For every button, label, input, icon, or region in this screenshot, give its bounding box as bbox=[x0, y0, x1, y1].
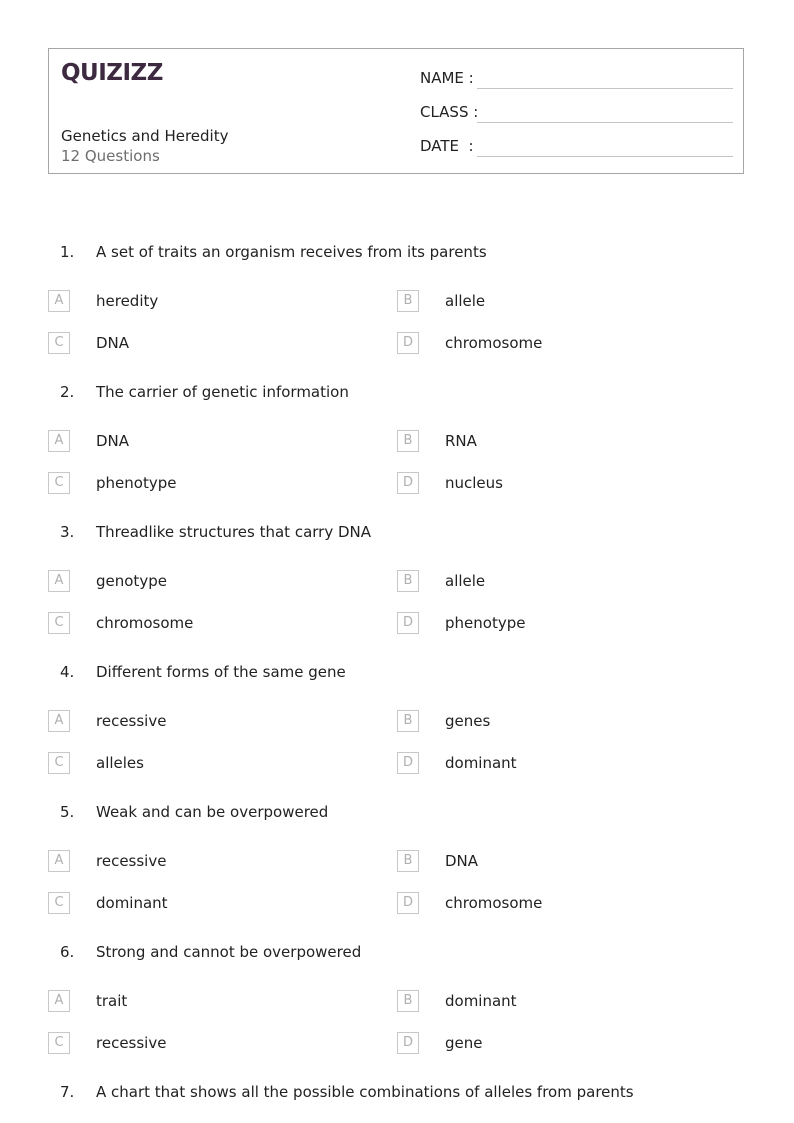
option-letter-box[interactable]: A bbox=[48, 430, 70, 452]
worksheet-header bbox=[48, 48, 744, 174]
option-letter-box[interactable]: D bbox=[397, 612, 419, 634]
class-line[interactable] bbox=[477, 122, 733, 123]
option-letter-box[interactable]: C bbox=[48, 752, 70, 774]
option-letter-box[interactable]: B bbox=[397, 990, 419, 1012]
name-field bbox=[420, 68, 733, 88]
answer-option[interactable] bbox=[48, 290, 378, 314]
option-text: nucleus bbox=[445, 474, 503, 492]
question-number: 2. bbox=[60, 383, 75, 401]
option-letter-box[interactable]: C bbox=[48, 332, 70, 354]
question-text: Threadlike structures that carry DNA bbox=[96, 523, 372, 541]
answer-option[interactable] bbox=[48, 752, 378, 776]
option-text: chromosome bbox=[96, 614, 194, 632]
answer-option[interactable] bbox=[397, 612, 727, 636]
option-text: genotype bbox=[96, 572, 167, 590]
answer-option[interactable] bbox=[397, 570, 727, 594]
option-letter-box[interactable]: A bbox=[48, 850, 70, 872]
option-letter-box[interactable]: A bbox=[48, 990, 70, 1012]
answer-option[interactable] bbox=[48, 850, 378, 874]
answer-option[interactable] bbox=[48, 332, 378, 356]
option-text: gene bbox=[445, 1034, 483, 1052]
option-text: heredity bbox=[96, 292, 159, 310]
option-text: DNA bbox=[96, 334, 130, 352]
option-letter-box[interactable]: B bbox=[397, 710, 419, 732]
option-letter-box[interactable]: C bbox=[48, 892, 70, 914]
option-letter-box[interactable]: A bbox=[48, 570, 70, 592]
class-label: CLASS : bbox=[420, 103, 479, 121]
question-number: 5. bbox=[60, 803, 75, 821]
option-letter-box[interactable]: D bbox=[397, 1032, 419, 1054]
option-text: recessive bbox=[96, 712, 167, 730]
answer-option[interactable] bbox=[48, 892, 378, 916]
option-letter-box[interactable]: D bbox=[397, 752, 419, 774]
question-text: A chart that shows all the possible combinations of alleles from parents bbox=[96, 1083, 634, 1101]
question-count: 12 Questions bbox=[61, 147, 160, 165]
option-text: RNA bbox=[445, 432, 477, 450]
option-text: chromosome bbox=[445, 894, 543, 912]
option-text: allele bbox=[445, 572, 486, 590]
option-text: genes bbox=[445, 712, 491, 730]
answer-option[interactable] bbox=[48, 990, 378, 1014]
question-number: 3. bbox=[60, 523, 75, 541]
option-text: dominant bbox=[96, 894, 168, 912]
option-letter-box[interactable]: B bbox=[397, 570, 419, 592]
answer-option[interactable] bbox=[48, 570, 378, 594]
name-label: NAME : bbox=[420, 69, 474, 87]
question-text: A set of traits an organism receives from its parents bbox=[96, 243, 487, 261]
answer-option[interactable] bbox=[48, 612, 378, 636]
option-letter-box[interactable]: A bbox=[48, 710, 70, 732]
date-line[interactable] bbox=[477, 156, 733, 157]
answer-option[interactable] bbox=[397, 850, 727, 874]
option-letter-box[interactable]: B bbox=[397, 430, 419, 452]
question-number: 7. bbox=[60, 1083, 75, 1101]
option-text: recessive bbox=[96, 852, 167, 870]
class-field bbox=[420, 102, 733, 122]
option-letter-box[interactable]: A bbox=[48, 290, 70, 312]
option-text: dominant bbox=[445, 992, 517, 1010]
date-field bbox=[420, 136, 733, 156]
option-text: recessive bbox=[96, 1034, 167, 1052]
option-letter-box[interactable]: D bbox=[397, 892, 419, 914]
answer-option[interactable] bbox=[397, 290, 727, 314]
answer-option[interactable] bbox=[48, 1032, 378, 1056]
answer-option[interactable] bbox=[397, 1032, 727, 1056]
question-number: 1. bbox=[60, 243, 75, 261]
question-text: Different forms of the same gene bbox=[96, 663, 346, 681]
answer-option[interactable] bbox=[397, 430, 727, 454]
option-text: dominant bbox=[445, 754, 517, 772]
option-text: trait bbox=[96, 992, 128, 1010]
question-text: Strong and cannot be overpowered bbox=[96, 943, 362, 961]
answer-option[interactable] bbox=[48, 430, 378, 454]
option-letter-box[interactable]: C bbox=[48, 1032, 70, 1054]
option-text: DNA bbox=[96, 432, 130, 450]
option-letter-box[interactable]: B bbox=[397, 850, 419, 872]
option-letter-box[interactable]: B bbox=[397, 290, 419, 312]
option-letter-box[interactable]: D bbox=[397, 332, 419, 354]
option-text: phenotype bbox=[445, 614, 526, 632]
question-text: Weak and can be overpowered bbox=[96, 803, 329, 821]
option-text: chromosome bbox=[445, 334, 543, 352]
answer-option[interactable] bbox=[397, 990, 727, 1014]
name-line[interactable] bbox=[477, 88, 733, 89]
worksheet-title: Genetics and Heredity bbox=[61, 127, 229, 145]
answer-option[interactable] bbox=[397, 710, 727, 734]
option-text: allele bbox=[445, 292, 486, 310]
answer-option[interactable] bbox=[48, 472, 378, 496]
answer-option[interactable] bbox=[397, 892, 727, 916]
option-letter-box[interactable]: C bbox=[48, 472, 70, 494]
answer-option[interactable] bbox=[397, 332, 727, 356]
question-number: 4. bbox=[60, 663, 75, 681]
option-letter-box[interactable]: D bbox=[397, 472, 419, 494]
option-letter-box[interactable]: C bbox=[48, 612, 70, 634]
question-text: The carrier of genetic information bbox=[96, 383, 349, 401]
quizizz-logo: QUIZIZZ bbox=[61, 60, 163, 86]
option-text: alleles bbox=[96, 754, 144, 772]
answer-option[interactable] bbox=[48, 710, 378, 734]
option-text: DNA bbox=[445, 852, 479, 870]
date-label: DATE : bbox=[420, 137, 474, 155]
answer-option[interactable] bbox=[397, 752, 727, 776]
option-text: phenotype bbox=[96, 474, 177, 492]
answer-option[interactable] bbox=[397, 472, 727, 496]
question-number: 6. bbox=[60, 943, 75, 961]
